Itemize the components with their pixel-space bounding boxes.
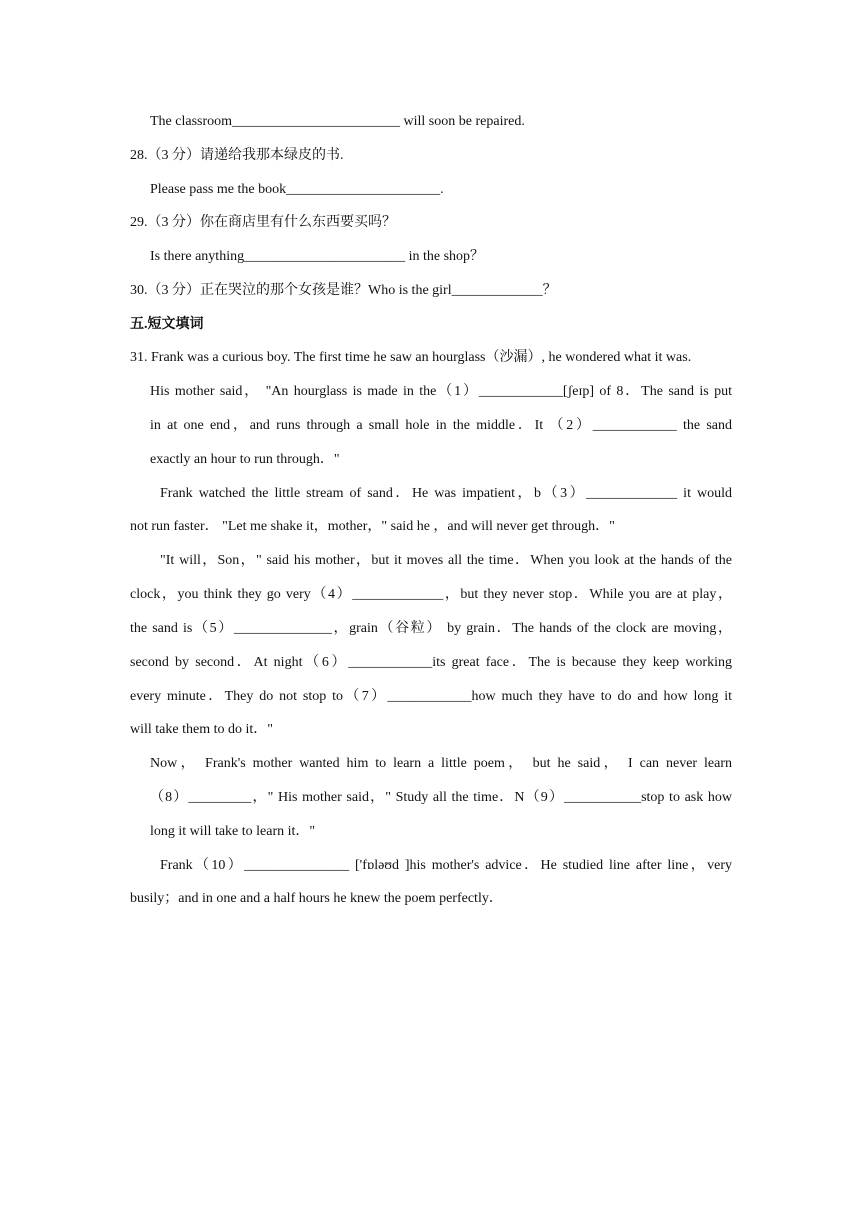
passage-line: long it will take to learn it．" [150, 824, 316, 839]
passage-line: 31. Frank was a curious boy. The first time he saw an hourglass（沙漏）, he wondered what it was. [130, 350, 692, 365]
passage-line: clock，you think they go very（4）_____________，but they never stop．While you are at play， [130, 587, 732, 602]
q28-chinese-prompt: 28.（3 分）请递给我那本绿皮的书. [130, 148, 344, 163]
passage-line: in at one end，and runs through a small hole in the middle．It （2）____________ the sand [150, 418, 732, 433]
passage-line: "It will，Son，" said his mother，but it moves all the time．When you look at the hands of the [160, 553, 732, 568]
passage-line: not run faster． "Let me shake it，mother，" said he ，and will never get through．" [130, 519, 615, 534]
passage-line: second by second．At night（6）____________its great face．The is because they keep working [130, 655, 732, 670]
passage-line: busily；and in one and a half hours he knew the poem perfectly． [130, 891, 503, 906]
passage-line: will take them to do it．" [130, 722, 273, 737]
passage-line: Frank（10）_______________ ['fɒləʊd ]his mother's advice．He studied line after line，very [160, 858, 732, 873]
q29-chinese-prompt: 29.（3 分）你在商店里有什么东西要买吗？ [130, 215, 396, 230]
q30-question: 30.（3 分）正在哭泣的那个女孩是谁？Who is the girl_____________？ [130, 283, 557, 298]
passage-line: exactly an hour to run through．" [150, 452, 340, 467]
q27-english-sentence: The classroom________________________ will soon be repaired. [150, 114, 525, 129]
passage-line: Frank watched the little stream of sand．He was impatient，b（3）_____________ it would [160, 486, 732, 501]
passage-line: every minute．They do not stop to（7）____________how much they have to do and how long it [130, 689, 732, 704]
section-5-heading: 五.短文填词 [130, 317, 204, 332]
passage-line: （8）_________，" His mother said，" Study all the time．N（9）___________stop to ask how [150, 790, 732, 805]
passage-line: Now， Frank's mother wanted him to learn a little poem， but he said， I can never learn [150, 756, 732, 771]
passage-line: His mother said， "An hourglass is made in the（1）____________[ʃeɪp] of 8．The sand is put [150, 384, 732, 399]
q28-english-sentence: Please pass me the book______________________. [150, 182, 444, 197]
q29-english-sentence: Is there anything_______________________ in the shop？ [150, 249, 485, 264]
passage-line: the sand is（5）______________，grain（谷粒） by grain．The hands of the clock are moving， [130, 621, 732, 636]
